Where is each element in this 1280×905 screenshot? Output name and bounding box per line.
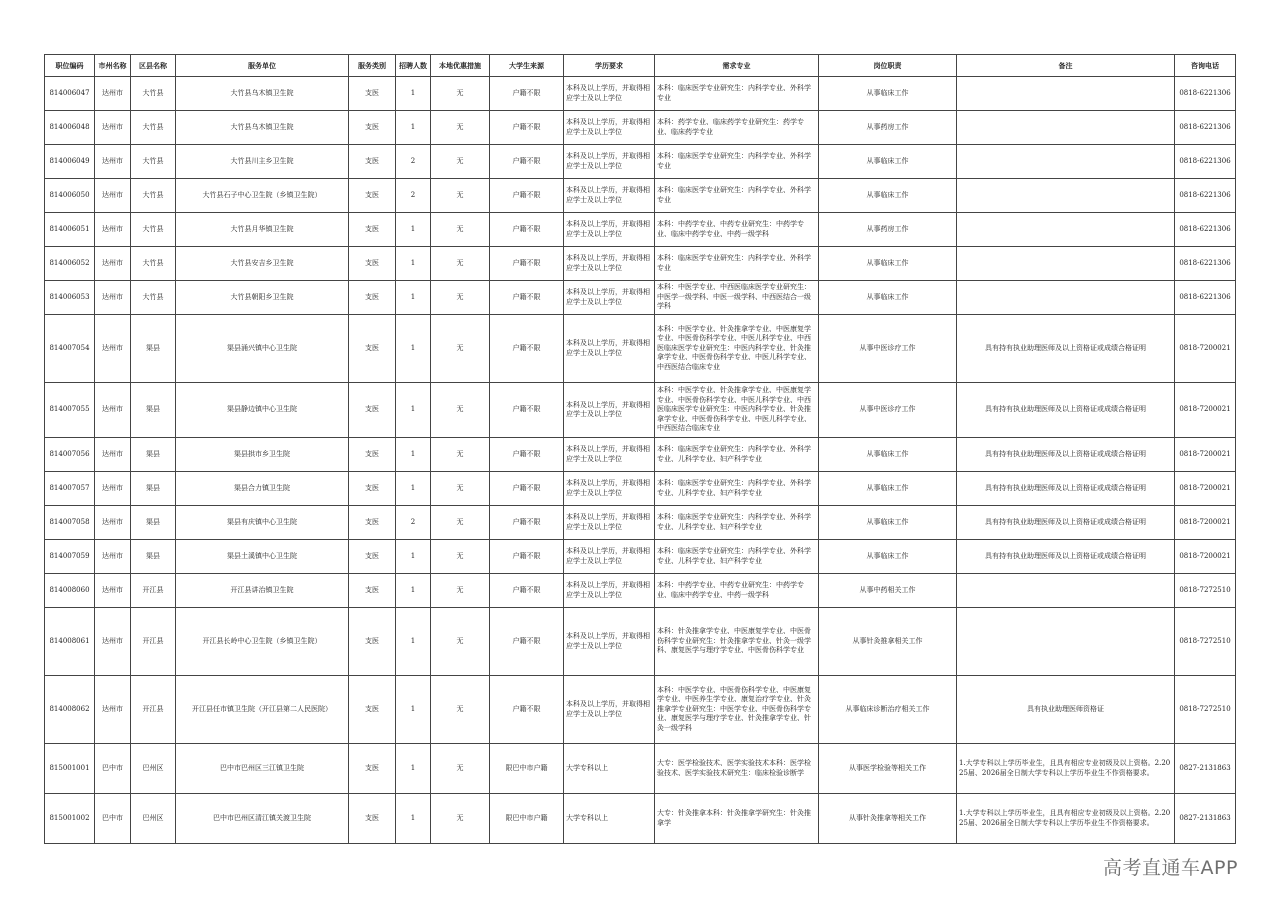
- note-cell: 具有执业助理医师资格证: [957, 676, 1175, 744]
- hire-count-cell: 1: [396, 744, 431, 794]
- education-requirement-cell: 本科及以上学历，并取得相应学士及以上学位: [564, 179, 655, 213]
- hire-count-cell: 1: [396, 540, 431, 574]
- local-benefit-cell: 无: [431, 111, 490, 145]
- county-name-cell: 大竹县: [131, 247, 176, 281]
- county-name-cell: 开江县: [131, 676, 176, 744]
- service-unit-cell: 渠县拱市乡卫生院: [176, 438, 349, 472]
- hire-count-cell: 1: [396, 608, 431, 676]
- table-row: [45, 179, 1236, 213]
- duties-cell: 从事临床工作: [819, 540, 957, 574]
- note-cell: 1.大学专科以上学历毕业生，且具有相应专业初级及以上资格。2.2025届、2026届全日制大学专科以上学历毕业生不作资格要求。: [957, 744, 1175, 794]
- hire-count-cell: 1: [396, 247, 431, 281]
- city-name-cell: 达州市: [95, 506, 131, 540]
- student-origin-cell: 户籍不限: [490, 472, 564, 506]
- student-origin-cell: 户籍不限: [490, 383, 564, 438]
- table-row: [45, 213, 1236, 247]
- table-row: [45, 315, 1236, 383]
- local-benefit-cell: 无: [431, 281, 490, 315]
- service-type-cell: 支医: [349, 315, 396, 383]
- service-type-cell: 支医: [349, 383, 396, 438]
- local-benefit-cell: 无: [431, 506, 490, 540]
- county-name-cell: 渠县: [131, 506, 176, 540]
- phone-cell: 0818-6221306: [1175, 281, 1236, 315]
- header-cell: 职位编码: [45, 55, 95, 77]
- hire-count-cell: 2: [396, 145, 431, 179]
- header-cell: 学历要求: [564, 55, 655, 77]
- hire-count-cell: 1: [396, 111, 431, 145]
- student-origin-cell: 户籍不限: [490, 213, 564, 247]
- student-origin-cell: 户籍不限: [490, 608, 564, 676]
- education-requirement-cell: 本科及以上学历，并取得相应学士及以上学位: [564, 574, 655, 608]
- student-origin-cell: 户籍不限: [490, 315, 564, 383]
- header-cell: 招聘人数: [396, 55, 431, 77]
- duties-cell: 从事临床工作: [819, 179, 957, 213]
- service-unit-cell: 渠县涌兴镇中心卫生院: [176, 315, 349, 383]
- table-row: [45, 145, 1236, 179]
- local-benefit-cell: 无: [431, 213, 490, 247]
- position-code-cell: 815001002: [45, 794, 95, 844]
- county-name-cell: 渠县: [131, 383, 176, 438]
- city-name-cell: 巴中市: [95, 794, 131, 844]
- service-type-cell: 支医: [349, 608, 396, 676]
- city-name-cell: 达州市: [95, 111, 131, 145]
- duties-cell: 从事中药相关工作: [819, 574, 957, 608]
- city-name-cell: 达州市: [95, 247, 131, 281]
- duties-cell: 从事临床工作: [819, 247, 957, 281]
- service-type-cell: 支医: [349, 794, 396, 844]
- table-row: [45, 247, 1236, 281]
- service-unit-cell: 开江县长岭中心卫生院（乡镇卫生院）: [176, 608, 349, 676]
- education-requirement-cell: 大学专科以上: [564, 794, 655, 844]
- service-type-cell: 支医: [349, 145, 396, 179]
- city-name-cell: 巴中市: [95, 744, 131, 794]
- major-cell: 本科：临床医学专业研究生：内科学专业、外科学专业: [655, 77, 819, 111]
- table-row: [45, 506, 1236, 540]
- phone-cell: 0818-7200021: [1175, 472, 1236, 506]
- student-origin-cell: 户籍不限: [490, 574, 564, 608]
- major-cell: 本科：中医学专业、中西医临床医学专业研究生：中医学一级学科、中医一级学科、中西医结合一级学科: [655, 281, 819, 315]
- note-cell: 具有持有执业助理医师及以上资格证或成绩合格证明: [957, 540, 1175, 574]
- county-name-cell: 大竹县: [131, 111, 176, 145]
- duties-cell: 从事针灸推拿相关工作: [819, 608, 957, 676]
- service-type-cell: 支医: [349, 438, 396, 472]
- hire-count-cell: 2: [396, 179, 431, 213]
- note-cell: 1.大学专科以上学历毕业生，且具有相应专业初级及以上资格。2.2025届、2026届全日制大学专科以上学历毕业生不作资格要求。: [957, 794, 1175, 844]
- hire-count-cell: 2: [396, 506, 431, 540]
- hire-count-cell: 1: [396, 472, 431, 506]
- phone-cell: 0827-2131863: [1175, 794, 1236, 844]
- county-name-cell: 开江县: [131, 574, 176, 608]
- education-requirement-cell: 本科及以上学历，并取得相应学士及以上学位: [564, 608, 655, 676]
- local-benefit-cell: 无: [431, 608, 490, 676]
- city-name-cell: 达州市: [95, 315, 131, 383]
- position-code-cell: 814007054: [45, 315, 95, 383]
- service-type-cell: 支医: [349, 676, 396, 744]
- service-unit-cell: 渠县土溪镇中心卫生院: [176, 540, 349, 574]
- education-requirement-cell: 本科及以上学历，并取得相应学士及以上学位: [564, 506, 655, 540]
- hire-count-cell: 1: [396, 281, 431, 315]
- hire-count-cell: 1: [396, 574, 431, 608]
- position-code-cell: 815001001: [45, 744, 95, 794]
- local-benefit-cell: 无: [431, 145, 490, 179]
- major-cell: 本科：临床医学专业研究生：内科学专业、外科学专业、儿科学专业、妇产科学专业: [655, 506, 819, 540]
- position-code-cell: 814007056: [45, 438, 95, 472]
- major-cell: 本科：针灸推拿学专业、中医康复学专业、中医骨伤科学专业研究生：针灸推拿学专业、针灸一级学科、康复医学与理疗学专业、中医骨伤科学专业: [655, 608, 819, 676]
- city-name-cell: 达州市: [95, 77, 131, 111]
- major-cell: 本科：中医学专业、中医骨伤科学专业、中医康复学专业、中医养生学专业、康复治疗学专业、针灸推拿学专业研究生：中医学专业、中医骨伤科学专业、康复医学与理疗学专业、针灸推拿学专业、针灸一级学科: [655, 676, 819, 744]
- note-cell: [957, 179, 1175, 213]
- county-name-cell: 大竹县: [131, 145, 176, 179]
- education-requirement-cell: 本科及以上学历，并取得相应学士及以上学位: [564, 438, 655, 472]
- county-name-cell: 渠县: [131, 540, 176, 574]
- education-requirement-cell: 本科及以上学历，并取得相应学士及以上学位: [564, 145, 655, 179]
- city-name-cell: 达州市: [95, 179, 131, 213]
- county-name-cell: 大竹县: [131, 281, 176, 315]
- recruitment-table: [44, 54, 1236, 844]
- table-row: [45, 676, 1236, 744]
- header-cell: 咨询电话: [1175, 55, 1236, 77]
- duties-cell: 从事临床工作: [819, 77, 957, 111]
- phone-cell: 0818-7200021: [1175, 383, 1236, 438]
- education-requirement-cell: 本科及以上学历，并取得相应学士及以上学位: [564, 540, 655, 574]
- service-unit-cell: 大竹县川主乡卫生院: [176, 145, 349, 179]
- service-unit-cell: 大竹县月华镇卫生院: [176, 213, 349, 247]
- position-code-cell: 814007059: [45, 540, 95, 574]
- table-row: [45, 744, 1236, 794]
- city-name-cell: 达州市: [95, 540, 131, 574]
- service-type-cell: 支医: [349, 77, 396, 111]
- hire-count-cell: 1: [396, 794, 431, 844]
- duties-cell: 从事临床工作: [819, 145, 957, 179]
- header-cell: 本地优惠措施: [431, 55, 490, 77]
- position-code-cell: 814008062: [45, 676, 95, 744]
- county-name-cell: 大竹县: [131, 77, 176, 111]
- county-name-cell: 渠县: [131, 472, 176, 506]
- position-code-cell: 814007058: [45, 506, 95, 540]
- phone-cell: 0818-6221306: [1175, 247, 1236, 281]
- local-benefit-cell: 无: [431, 179, 490, 213]
- major-cell: 本科：临床医学专业研究生：内科学专业、外科学专业、儿科学专业、妇产科学专业: [655, 472, 819, 506]
- table-row: [45, 574, 1236, 608]
- student-origin-cell: 户籍不限: [490, 77, 564, 111]
- student-origin-cell: 户籍不限: [490, 281, 564, 315]
- major-cell: 本科：中药学专业、中药专业研究生：中药学专业、临床中药学专业、中药一级学科: [655, 213, 819, 247]
- duties-cell: 从事针灸推拿等相关工作: [819, 794, 957, 844]
- hire-count-cell: 1: [396, 213, 431, 247]
- service-unit-cell: 渠县合力镇卫生院: [176, 472, 349, 506]
- service-unit-cell: 开江县讲治镇卫生院: [176, 574, 349, 608]
- city-name-cell: 达州市: [95, 383, 131, 438]
- major-cell: 大专：医学检验技术、医学实验技术本科：医学检验技术、医学实验技术研究生：临床检验诊断学: [655, 744, 819, 794]
- phone-cell: 0818-6221306: [1175, 179, 1236, 213]
- position-code-cell: 814007057: [45, 472, 95, 506]
- header-cell: 需求专业: [655, 55, 819, 77]
- local-benefit-cell: 无: [431, 77, 490, 111]
- position-code-cell: 814006052: [45, 247, 95, 281]
- table-row: [45, 383, 1236, 438]
- major-cell: 本科：中医学专业、针灸推拿学专业、中医康复学专业、中医骨伤科学专业、中医儿科学专业、中西医临床医学专业研究生：中医内科学专业、针灸推拿学专业、中医骨伤科学专业、中医儿科学专业、中西医结合临床专业: [655, 383, 819, 438]
- note-cell: [957, 608, 1175, 676]
- county-name-cell: 大竹县: [131, 213, 176, 247]
- header-cell: 服务单位: [176, 55, 349, 77]
- note-cell: 具有持有执业助理医师及以上资格证或成绩合格证明: [957, 472, 1175, 506]
- city-name-cell: 达州市: [95, 472, 131, 506]
- major-cell: 本科：临床医学专业研究生：内科学专业、外科学专业、儿科学专业、妇产科学专业: [655, 540, 819, 574]
- phone-cell: 0818-7200021: [1175, 315, 1236, 383]
- education-requirement-cell: 本科及以上学历，并取得相应学士及以上学位: [564, 676, 655, 744]
- service-unit-cell: 巴中市巴州区清江镇关渡卫生院: [176, 794, 349, 844]
- duties-cell: 从事医学检验等相关工作: [819, 744, 957, 794]
- position-code-cell: 814007055: [45, 383, 95, 438]
- service-type-cell: 支医: [349, 179, 396, 213]
- duties-cell: 从事中医诊疗工作: [819, 315, 957, 383]
- city-name-cell: 达州市: [95, 145, 131, 179]
- note-cell: 具有持有执业助理医师及以上资格证或成绩合格证明: [957, 438, 1175, 472]
- position-code-cell: 814008061: [45, 608, 95, 676]
- duties-cell: 从事临床诊断治疗相关工作: [819, 676, 957, 744]
- service-type-cell: 支医: [349, 281, 396, 315]
- local-benefit-cell: 无: [431, 383, 490, 438]
- note-cell: [957, 281, 1175, 315]
- service-unit-cell: 大竹县朝阳乡卫生院: [176, 281, 349, 315]
- hire-count-cell: 1: [396, 315, 431, 383]
- local-benefit-cell: 无: [431, 315, 490, 383]
- position-code-cell: 814006047: [45, 77, 95, 111]
- note-cell: [957, 213, 1175, 247]
- service-type-cell: 支医: [349, 574, 396, 608]
- local-benefit-cell: 无: [431, 472, 490, 506]
- header-cell: 备注: [957, 55, 1175, 77]
- position-code-cell: 814006049: [45, 145, 95, 179]
- position-code-cell: 814008060: [45, 574, 95, 608]
- note-cell: [957, 111, 1175, 145]
- duties-cell: 从事药房工作: [819, 213, 957, 247]
- student-origin-cell: 户籍不限: [490, 145, 564, 179]
- note-cell: 具有持有执业助理医师及以上资格证或成绩合格证明: [957, 315, 1175, 383]
- position-code-cell: 814006050: [45, 179, 95, 213]
- service-unit-cell: 开江县任市镇卫生院（开江县第二人民医院）: [176, 676, 349, 744]
- note-cell: [957, 77, 1175, 111]
- hire-count-cell: 1: [396, 676, 431, 744]
- phone-cell: 0818-7272510: [1175, 676, 1236, 744]
- local-benefit-cell: 无: [431, 540, 490, 574]
- duties-cell: 从事临床工作: [819, 472, 957, 506]
- phone-cell: 0818-6221306: [1175, 213, 1236, 247]
- major-cell: 本科：中药学专业、中药专业研究生：中药学专业、临床中药学专业、中药一级学科: [655, 574, 819, 608]
- student-origin-cell: 户籍不限: [490, 540, 564, 574]
- student-origin-cell: 户籍不限: [490, 676, 564, 744]
- phone-cell: 0818-6221306: [1175, 111, 1236, 145]
- city-name-cell: 达州市: [95, 281, 131, 315]
- service-unit-cell: 渠县有庆镇中心卫生院: [176, 506, 349, 540]
- service-unit-cell: 巴中市巴州区三江镇卫生院: [176, 744, 349, 794]
- phone-cell: 0818-6221306: [1175, 77, 1236, 111]
- header-cell: 区县名称: [131, 55, 176, 77]
- position-code-cell: 814006053: [45, 281, 95, 315]
- education-requirement-cell: 本科及以上学历，并取得相应学士及以上学位: [564, 472, 655, 506]
- local-benefit-cell: 无: [431, 744, 490, 794]
- service-type-cell: 支医: [349, 472, 396, 506]
- table-row: [45, 281, 1236, 315]
- table-row: [45, 608, 1236, 676]
- service-type-cell: 支医: [349, 111, 396, 145]
- phone-cell: 0827-2131863: [1175, 744, 1236, 794]
- header-cell: 岗位职责: [819, 55, 957, 77]
- hire-count-cell: 1: [396, 77, 431, 111]
- table-body: [45, 77, 1236, 844]
- major-cell: 大专：针灸推拿本科：针灸推拿学研究生：针灸推拿学: [655, 794, 819, 844]
- service-unit-cell: 大竹县乌木镇卫生院: [176, 77, 349, 111]
- duties-cell: 从事中医诊疗工作: [819, 383, 957, 438]
- service-type-cell: 支医: [349, 540, 396, 574]
- duties-cell: 从事药房工作: [819, 111, 957, 145]
- city-name-cell: 达州市: [95, 438, 131, 472]
- service-type-cell: 支医: [349, 744, 396, 794]
- education-requirement-cell: 本科及以上学历，并取得相应学士及以上学位: [564, 315, 655, 383]
- student-origin-cell: 限巴中市户籍: [490, 794, 564, 844]
- service-unit-cell: 大竹县安吉乡卫生院: [176, 247, 349, 281]
- city-name-cell: 达州市: [95, 676, 131, 744]
- hire-count-cell: 1: [396, 383, 431, 438]
- student-origin-cell: 户籍不限: [490, 506, 564, 540]
- table-row: [45, 438, 1236, 472]
- local-benefit-cell: 无: [431, 794, 490, 844]
- education-requirement-cell: 本科及以上学历，并取得相应学士及以上学位: [564, 247, 655, 281]
- table-row: [45, 77, 1236, 111]
- duties-cell: 从事临床工作: [819, 438, 957, 472]
- table-row: [45, 472, 1236, 506]
- watermark: 高考直通车APP: [1103, 857, 1238, 879]
- service-unit-cell: 渠县静边镇中心卫生院: [176, 383, 349, 438]
- county-name-cell: 渠县: [131, 438, 176, 472]
- position-code-cell: 814006048: [45, 111, 95, 145]
- service-type-cell: 支医: [349, 213, 396, 247]
- phone-cell: 0818-7272510: [1175, 574, 1236, 608]
- table-row: [45, 794, 1236, 844]
- education-requirement-cell: 本科及以上学历，并取得相应学士及以上学位: [564, 77, 655, 111]
- phone-cell: 0818-7200021: [1175, 506, 1236, 540]
- header-row: [45, 55, 1236, 77]
- education-requirement-cell: 本科及以上学历，并取得相应学士及以上学位: [564, 213, 655, 247]
- county-name-cell: 巴州区: [131, 794, 176, 844]
- local-benefit-cell: 无: [431, 247, 490, 281]
- header-cell: 大学生来源: [490, 55, 564, 77]
- major-cell: 本科：临床医学专业研究生：内科学专业、外科学专业: [655, 145, 819, 179]
- service-type-cell: 支医: [349, 247, 396, 281]
- header-cell: 服务类别: [349, 55, 396, 77]
- education-requirement-cell: 本科及以上学历，并取得相应学士及以上学位: [564, 281, 655, 315]
- county-name-cell: 大竹县: [131, 179, 176, 213]
- student-origin-cell: 限巴中市户籍: [490, 744, 564, 794]
- header-cell: 市州名称: [95, 55, 131, 77]
- county-name-cell: 开江县: [131, 608, 176, 676]
- major-cell: 本科：中医学专业、针灸推拿学专业、中医康复学专业、中医骨伤科学专业、中医儿科学专业、中西医临床医学专业研究生：中医内科学专业、针灸推拿学专业、中医骨伤科学专业、中医儿科学专业、中西医结合临床专业: [655, 315, 819, 383]
- phone-cell: 0818-7200021: [1175, 438, 1236, 472]
- major-cell: 本科：药学专业、临床药学专业研究生：药学专业、临床药学专业: [655, 111, 819, 145]
- service-type-cell: 支医: [349, 506, 396, 540]
- county-name-cell: 渠县: [131, 315, 176, 383]
- local-benefit-cell: 无: [431, 676, 490, 744]
- note-cell: [957, 145, 1175, 179]
- student-origin-cell: 户籍不限: [490, 247, 564, 281]
- student-origin-cell: 户籍不限: [490, 438, 564, 472]
- note-cell: [957, 247, 1175, 281]
- table-row: [45, 111, 1236, 145]
- education-requirement-cell: 本科及以上学历，并取得相应学士及以上学位: [564, 383, 655, 438]
- local-benefit-cell: 无: [431, 438, 490, 472]
- major-cell: 本科：临床医学专业研究生：内科学专业、外科学专业: [655, 247, 819, 281]
- note-cell: 具有持有执业助理医师及以上资格证或成绩合格证明: [957, 506, 1175, 540]
- note-cell: [957, 574, 1175, 608]
- education-requirement-cell: 本科及以上学历，并取得相应学士及以上学位: [564, 111, 655, 145]
- major-cell: 本科：临床医学专业研究生：内科学专业、外科学专业: [655, 179, 819, 213]
- service-unit-cell: 大竹县石子中心卫生院（乡镇卫生院）: [176, 179, 349, 213]
- table-row: [45, 540, 1236, 574]
- major-cell: 本科：临床医学专业研究生：内科学专业、外科学专业、儿科学专业、妇产科学专业: [655, 438, 819, 472]
- city-name-cell: 达州市: [95, 574, 131, 608]
- phone-cell: 0818-7272510: [1175, 608, 1236, 676]
- city-name-cell: 达州市: [95, 608, 131, 676]
- position-code-cell: 814006051: [45, 213, 95, 247]
- student-origin-cell: 户籍不限: [490, 179, 564, 213]
- service-unit-cell: 大竹县乌木镇卫生院: [176, 111, 349, 145]
- duties-cell: 从事临床工作: [819, 506, 957, 540]
- phone-cell: 0818-6221306: [1175, 145, 1236, 179]
- hire-count-cell: 1: [396, 438, 431, 472]
- phone-cell: 0818-7200021: [1175, 540, 1236, 574]
- note-cell: 具有持有执业助理医师及以上资格证或成绩合格证明: [957, 383, 1175, 438]
- local-benefit-cell: 无: [431, 574, 490, 608]
- city-name-cell: 达州市: [95, 213, 131, 247]
- county-name-cell: 巴州区: [131, 744, 176, 794]
- education-requirement-cell: 大学专科以上: [564, 744, 655, 794]
- student-origin-cell: 户籍不限: [490, 111, 564, 145]
- duties-cell: 从事临床工作: [819, 281, 957, 315]
